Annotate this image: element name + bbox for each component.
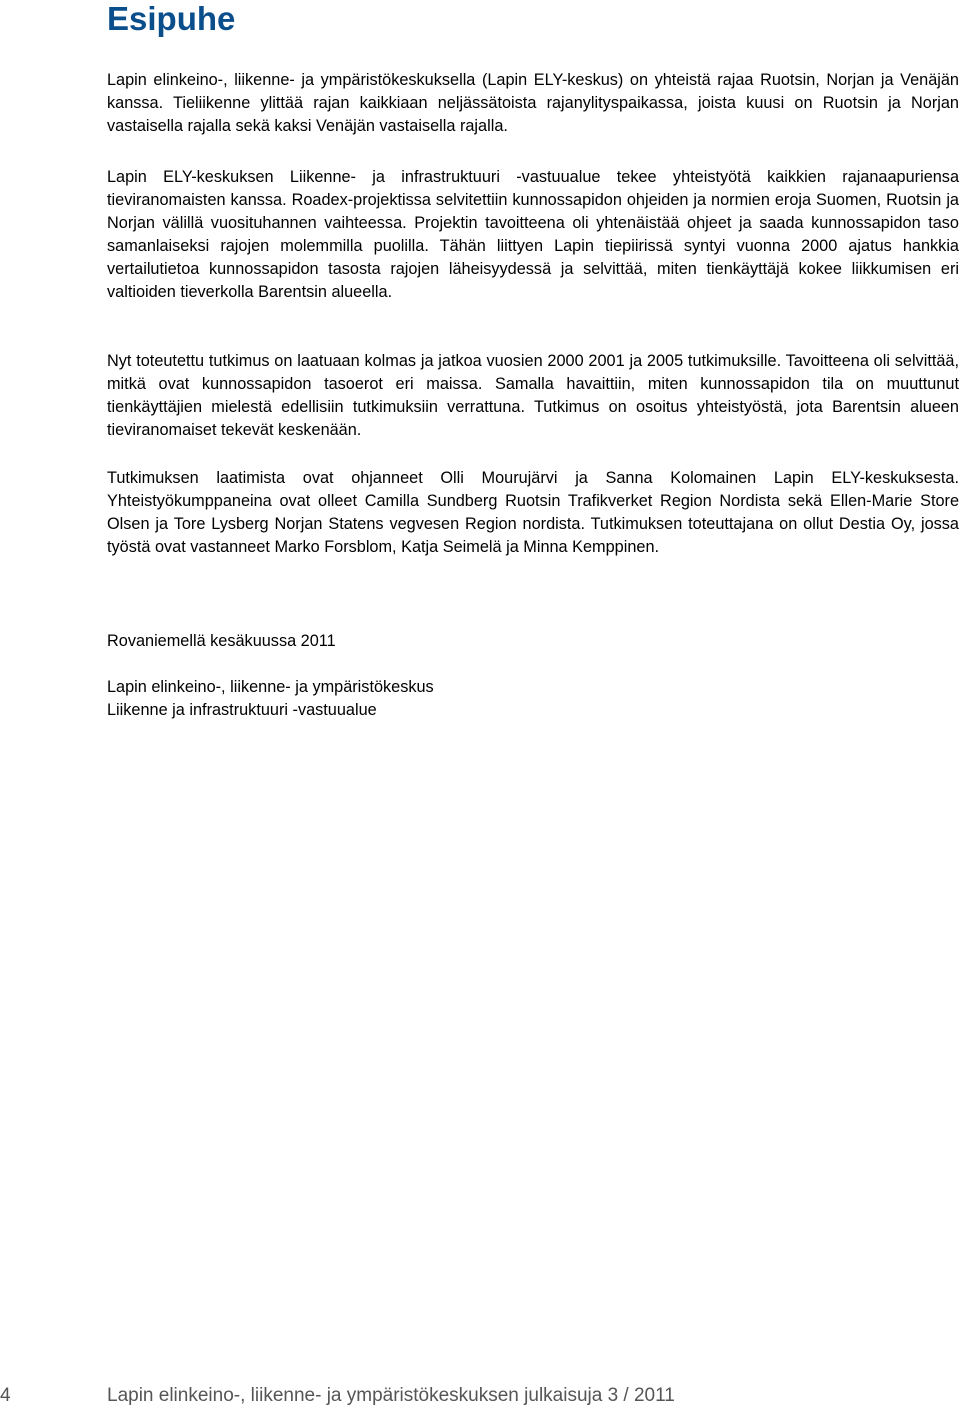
paragraph-current-study: Nyt toteutettu tutkimus on laatuaan kolmas ja jatkoa vuosien 2000 2001 ja 2005 tutkimuksille. Tavoitteena oli selvittää, mitkä ovat kunnossapidon tasoerot eri maissa. Samalla havaittiin, miten kunnossapidon tila on muuttunut tienkäyttäjien mielestä edellisiin tutkimuksiin verrattuna. Tutkimus on osoitus yhteistyöstä, jota Barentsin alueen tieviranomaiset tekevät keskenään. bbox=[107, 352, 959, 439]
signature-organization: Lapin elinkeino-, liikenne- ja ympäristökeskus bbox=[107, 678, 434, 696]
paragraph-border-regions: Lapin elinkeino-, liikenne- ja ympäristökeskuksella (Lapin ELY-keskus) on yhteistä rajaa Ruotsin, Norjan ja Venäjän kanssa. Tieliikenne ylittää rajan kaikkiaan neljässätoista rajanylityspaikassa, joista kuusi on Ruotsin ja Norjan vastaisella rajalla sekä kaksi Venäjän vastaisella rajalla. bbox=[107, 71, 959, 135]
place-date: Rovaniemellä kesäkuussa 2011 bbox=[107, 632, 336, 650]
page-title: Esipuhe bbox=[107, 0, 236, 37]
paragraph-cooperation: Lapin ELY-keskuksen Liikenne- ja infrastruktuuri -vastuualue tekee yhteistyötä kaikkien rajanaapuriensa tieviranomaisten kanssa. Roadex-projektissa selvitettiin kunnossapidon ohjeiden ja normien eroja Suomen, Ruotsin ja Norjan välillä vuosituhannen vaihteessa. Projektin tavoitteena oli yhtenäistää ohjeet ja saada kunnossapidon taso samanlaiseksi rajojen molemmilla puolilla. Tähän liittyen Lapin tiepiirissä syntyi vuonna 2000 ajatus hankkia vertailutietoa kunnossapidon tasosta rajojen läheisyydessä ja selvittää, miten tienkäyttäjä kokee liikkumisen eri valtioiden tieverkolla Barentsin alueella. bbox=[107, 168, 959, 301]
paragraph-authors: Tutkimuksen laatimista ovat ohjanneet Olli Mourujärvi ja Sanna Kolomainen Lapin ELY-keskuksesta. Yhteistyökumppaneina ovat olleet Camilla Sundberg Ruotsin Trafikverket Region Nordista sekä Ellen-Marie Store Olsen ja Tore Lysberg Norjan Statens vegvesen Region nordista. Tutkimuksen toteuttajana on ollut Destia Oy, jossa työstä ovat vastanneet Marko Forsblom, Katja Seimelä ja Minna Kemppinen. bbox=[107, 469, 959, 556]
signature-unit: Liikenne ja infrastruktuuri -vastuualue bbox=[107, 701, 377, 719]
footer-page-number: 4 bbox=[0, 1385, 11, 1406]
footer-publication: Lapin elinkeino-, liikenne- ja ympäristökeskuksen julkaisuja 3 / 2011 bbox=[107, 1385, 675, 1406]
